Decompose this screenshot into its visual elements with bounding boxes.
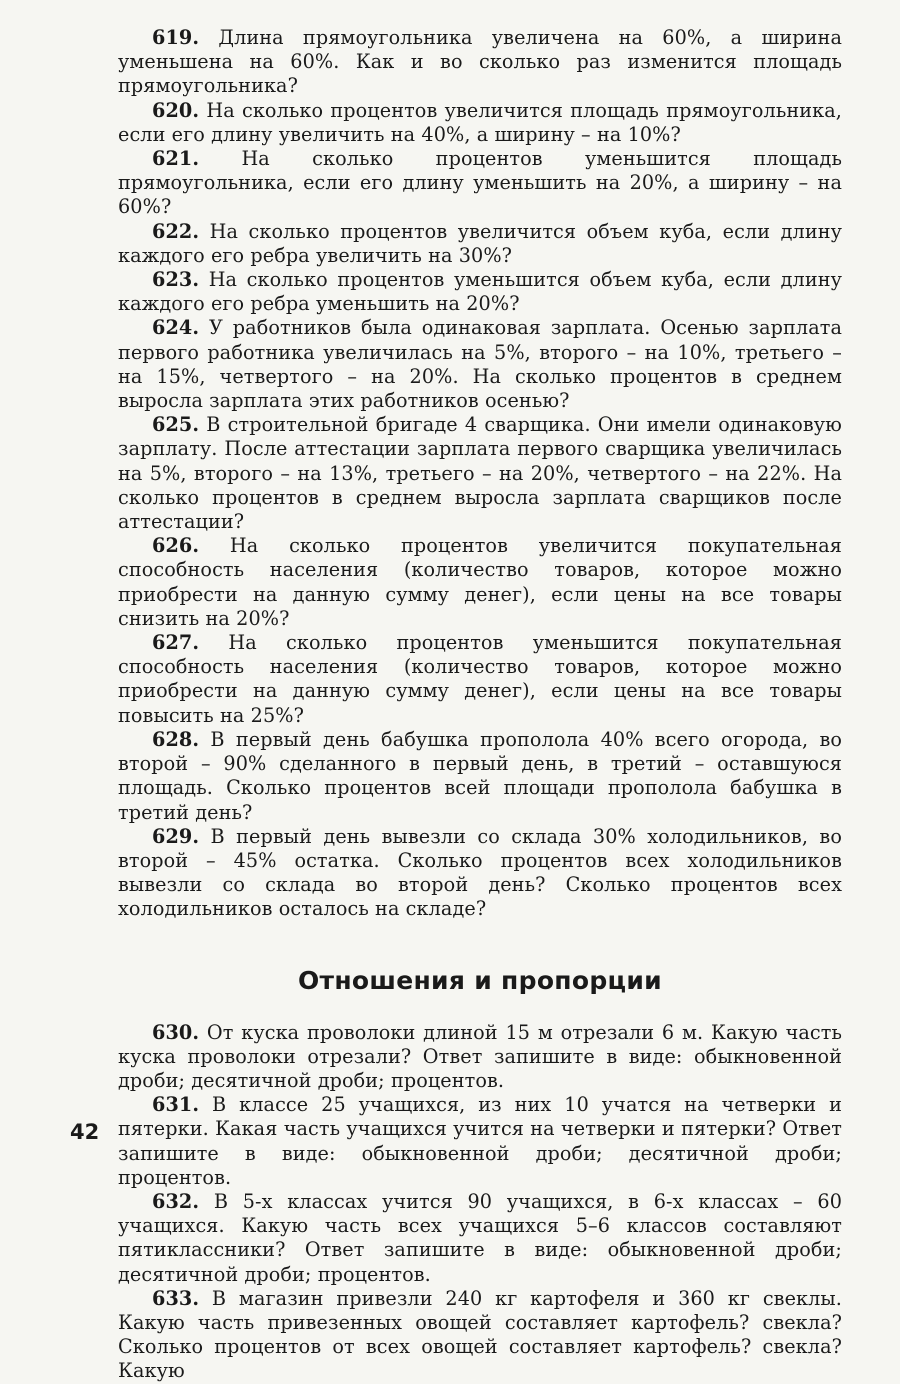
- problem-text: В магазин привезли 240 кг картофеля и 360 кг свеклы. Какую часть привезенных овощей составляет картофель? свекла? Сколько процентов от всех овощей составляет картофель? свекла? Какую: [118, 1286, 842, 1383]
- problem-627: [118, 631, 842, 728]
- problem-number: 620.: [152, 98, 200, 122]
- problem-633: [118, 1287, 842, 1384]
- problem-625: [118, 413, 842, 534]
- problem-text: В первый день вывезли со склада 30% холодильников, во второй – 45% остатка. Сколько процентов всех холодильников вывезли со склада во второй день? Сколько процентов всех холодильников осталось на складе?: [118, 824, 842, 921]
- problem-624: [118, 316, 842, 413]
- problem-632: [118, 1190, 842, 1287]
- problem-628: [118, 728, 842, 825]
- problem-630: [118, 1021, 842, 1094]
- problem-number: 621.: [152, 147, 200, 171]
- problem-text: На сколько процентов увеличится покупательная способность населения (количество товаров, которое можно приобрести на данную сумму денег), если цены на все товары снизить на 20%?: [118, 534, 842, 630]
- problem-623: [118, 268, 842, 316]
- problem-text: У работников была одинаковая зарплата. Осенью зарплата первого работника увеличилась на 5%, второго – на 10%, третьего – на 15%, четвертого – на 20%. На сколько процентов в среднем выросла зарплата этих работников осенью?: [118, 316, 842, 413]
- problem-631: [118, 1093, 842, 1190]
- problem-622: [118, 220, 842, 268]
- problem-text: На сколько процентов уменьшится объем куба, если длину каждого его ребра уменьшить на 20%?: [118, 268, 842, 316]
- page-number: 42: [70, 1120, 100, 1144]
- problem-number: 628.: [152, 727, 200, 751]
- problem-number: 623.: [152, 268, 200, 292]
- problem-number: 619.: [152, 26, 200, 49]
- problem-number: 622.: [152, 219, 200, 243]
- problem-number: 632.: [152, 1189, 200, 1213]
- problem-number: 626.: [152, 534, 200, 558]
- section-title: Отношения и пропорции: [297, 965, 662, 995]
- problem-text: От куска проволоки длиной 15 м отрезали 6 м. Какую часть куска проволоки отрезали? Ответ запишите в виде: обыкновенной дроби; десятичной дроби; процентов.: [118, 1020, 842, 1092]
- problem-text: На сколько процентов уменьшится площадь прямоугольника, если его длину уменьшить на 20%, а ширину – на 60%?: [118, 147, 842, 219]
- problem-number: 633.: [152, 1286, 200, 1310]
- problem-text: Длина прямоугольника увеличена на 60%, а ширина уменьшена на 60%. Как и во сколько раз изменится площадь прямоугольника?: [118, 26, 842, 98]
- problem-number: 630.: [152, 1020, 200, 1044]
- problem-629: [118, 825, 842, 922]
- problem-number: 627.: [152, 631, 200, 655]
- problem-number: 631.: [152, 1093, 200, 1117]
- problem-text: На сколько процентов увеличится площадь прямоугольника, если его длину увеличить на 40%, а ширину – на 10%?: [118, 98, 842, 146]
- problem-number: 625.: [152, 413, 200, 437]
- problem-text: На сколько процентов уменьшится покупательная способность населения (количество товаров, которое можно приобрести на данную сумму денег), если цены на все товары повысить на 25%?: [118, 631, 842, 727]
- problem-number: 629.: [152, 824, 200, 848]
- problem-620: [118, 99, 842, 147]
- problem-list-ratios: [118, 1021, 842, 1384]
- problem-number: 624.: [152, 316, 200, 340]
- problem-626: [118, 534, 842, 631]
- problem-619: [118, 26, 842, 99]
- problem-text: На сколько процентов увеличится объем куба, если длину каждого его ребра увеличить на 30%?: [118, 219, 842, 267]
- page-content: [118, 26, 842, 1384]
- problem-text: В первый день бабушка прополола 40% всего огорода, во второй – 90% сделанного в первый день, в третий – оставшуюся площадь. Сколько процентов всей площади прополола бабушка в третий день?: [118, 727, 842, 824]
- problem-text: В классе 25 учащихся, из них 10 учатся на четверки и пятерки. Какая часть учащихся учится на четверки и пятерки? Ответ запишите в виде: обыкновенной дроби; десятичной дроби; процентов.: [118, 1093, 842, 1189]
- problem-621: [118, 147, 842, 220]
- problem-text: В строительной бригаде 4 сварщика. Они имели одинаковую зарплату. После аттестации зарплата первого сварщика увеличилась на 5%, второго – на 13%, третьего – на 20%, четвертого – на 22%. На сколько процентов в среднем выросла зарплата сварщиков после аттестации?: [118, 413, 842, 534]
- problem-text: В 5-х классах учится 90 учащихся, в 6-х классах – 60 учащихся. Какую часть всех учащихся 5–6 классов составляют пятиклассники? Ответ запишите в виде: обыкновенной дроби; десятичной дроби; процентов.: [118, 1189, 842, 1286]
- problem-list-percent: [118, 26, 842, 922]
